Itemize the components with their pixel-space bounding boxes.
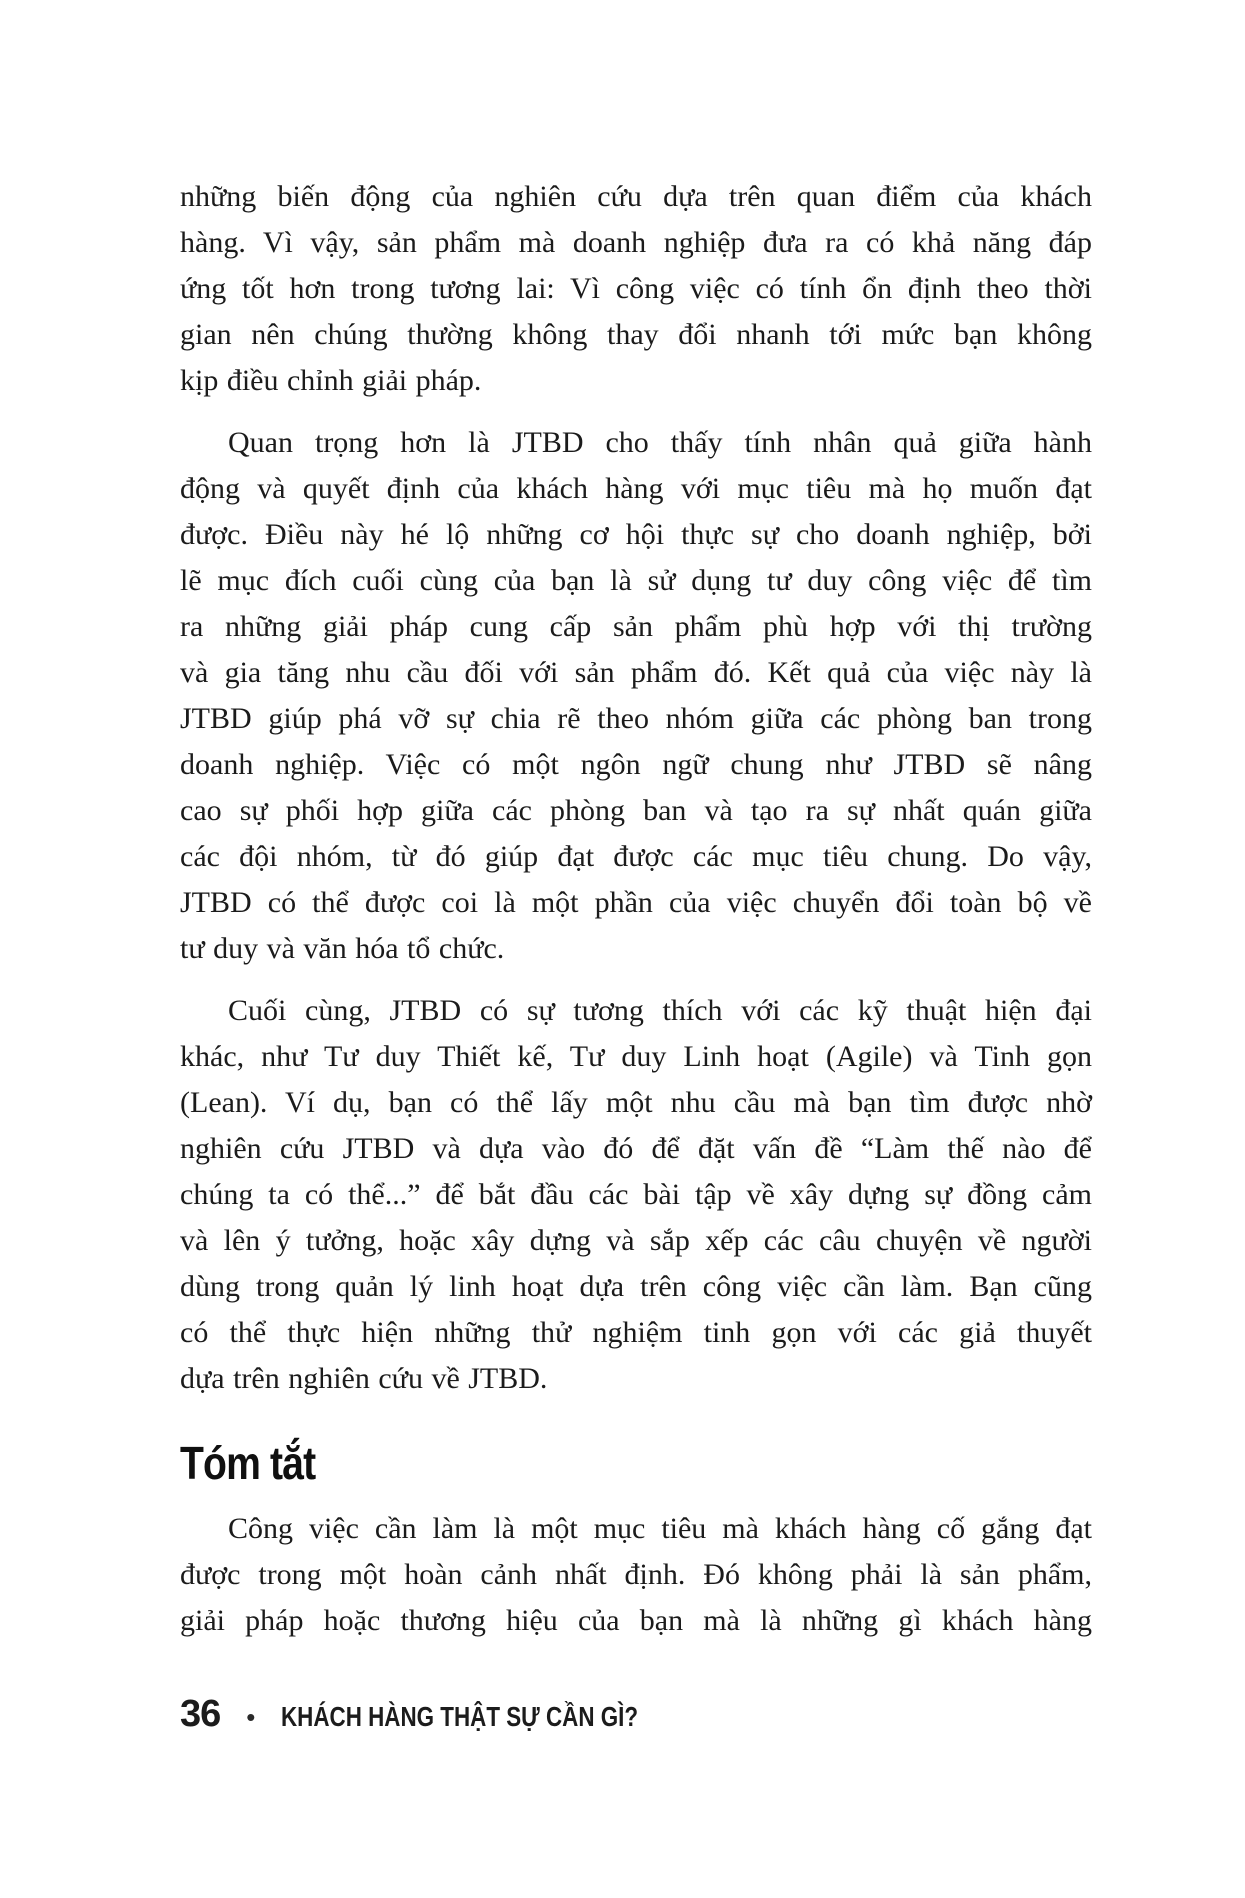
text-line: Cuối cùng, JTBD có sự tương thích với các kỹ thuật hiện đại bbox=[228, 994, 1092, 1027]
text-line: dùng trong quản lý linh hoạt dựa trên công việc cần làm. Bạn cũng bbox=[180, 1270, 1092, 1303]
text-line: chúng ta có thể...” để bắt đầu các bài tập về xây dựng sự đồng cảm bbox=[180, 1178, 1092, 1211]
page-number: 36 bbox=[180, 1693, 221, 1735]
text-line: khác, như Tư duy Thiết kế, Tư duy Linh hoạt (Agile) và Tinh gọn bbox=[180, 1040, 1092, 1073]
text-line: nghiên cứu JTBD và dựa vào đó để đặt vấn đề “Làm thế nào để bbox=[180, 1132, 1092, 1165]
text-line: được. Điều này hé lộ những cơ hội thực sự cho doanh nghiệp, bởi bbox=[180, 518, 1092, 551]
text-line: và lên ý tưởng, hoặc xây dựng và sắp xếp các câu chuyện về người bbox=[180, 1224, 1092, 1257]
text-line: và gia tăng nhu cầu đối với sản phẩm đó. Kết quả của việc này là bbox=[180, 656, 1092, 689]
text-line: dựa trên nghiên cứu về JTBD. bbox=[180, 1362, 548, 1395]
paragraph-2 bbox=[180, 420, 1092, 972]
text-line: JTBD giúp phá vỡ sự chia rẽ theo nhóm giữa các phòng ban trong bbox=[180, 702, 1092, 735]
footer-bullet-separator: • bbox=[246, 1702, 256, 1732]
paragraph-3 bbox=[180, 988, 1092, 1402]
page-footer bbox=[180, 1693, 728, 1736]
text-line: kịp điều chỉnh giải pháp. bbox=[180, 364, 482, 397]
paragraph-1 bbox=[180, 174, 1092, 404]
text-line: hàng. Vì vậy, sản phẩm mà doanh nghiệp đưa ra có khả năng đáp bbox=[180, 226, 1092, 259]
text-line: các đội nhóm, từ đó giúp đạt được các mục tiêu chung. Do vậy, bbox=[180, 840, 1092, 873]
text-line: ra những giải pháp cung cấp sản phẩm phù hợp với thị trường bbox=[180, 610, 1092, 643]
text-line: gian nên chúng thường không thay đổi nhanh tới mức bạn không bbox=[180, 318, 1092, 351]
text-line: được trong một hoàn cảnh nhất định. Đó không phải là sản phẩm, bbox=[180, 1558, 1092, 1591]
text-line: lẽ mục đích cuối cùng của bạn là sử dụng tư duy công việc để tìm bbox=[180, 564, 1092, 597]
text-line: Công việc cần làm là một mục tiêu mà khách hàng cố gắng đạt bbox=[228, 1512, 1092, 1545]
text-line: cao sự phối hợp giữa các phòng ban và tạo ra sự nhất quán giữa bbox=[180, 794, 1092, 827]
text-line: giải pháp hoặc thương hiệu của bạn mà là những gì khách hàng bbox=[180, 1604, 1092, 1637]
text-line: động và quyết định của khách hàng với mục tiêu mà họ muốn đạt bbox=[180, 472, 1092, 505]
text-line: Quan trọng hơn là JTBD cho thấy tính nhân quả giữa hành bbox=[228, 426, 1092, 459]
section-heading-label: Tóm tắt bbox=[180, 1437, 316, 1489]
text-line: những biến động của nghiên cứu dựa trên quan điểm của khách bbox=[180, 180, 1092, 213]
text-line: có thể thực hiện những thử nghiệm tinh gọn với các giả thuyết bbox=[180, 1316, 1092, 1349]
text-line: ứng tốt hơn trong tương lai: Vì công việc có tính ổn định theo thời bbox=[180, 272, 1092, 305]
book-title-label: KHÁCH HÀNG THẬT SỰ CẦN GÌ? bbox=[281, 1701, 639, 1732]
book-title bbox=[281, 1701, 727, 1733]
section-heading bbox=[180, 1436, 339, 1490]
text-line: doanh nghiệp. Việc có một ngôn ngữ chung như JTBD sẽ nâng bbox=[180, 748, 1092, 781]
text-line: tư duy và văn hóa tổ chức. bbox=[180, 932, 505, 965]
paragraph-4 bbox=[180, 1506, 1092, 1644]
text-line: JTBD có thể được coi là một phần của việc chuyển đổi toàn bộ về bbox=[180, 886, 1092, 919]
text-line: (Lean). Ví dụ, bạn có thể lấy một nhu cầu mà bạn tìm được nhờ bbox=[180, 1086, 1092, 1119]
